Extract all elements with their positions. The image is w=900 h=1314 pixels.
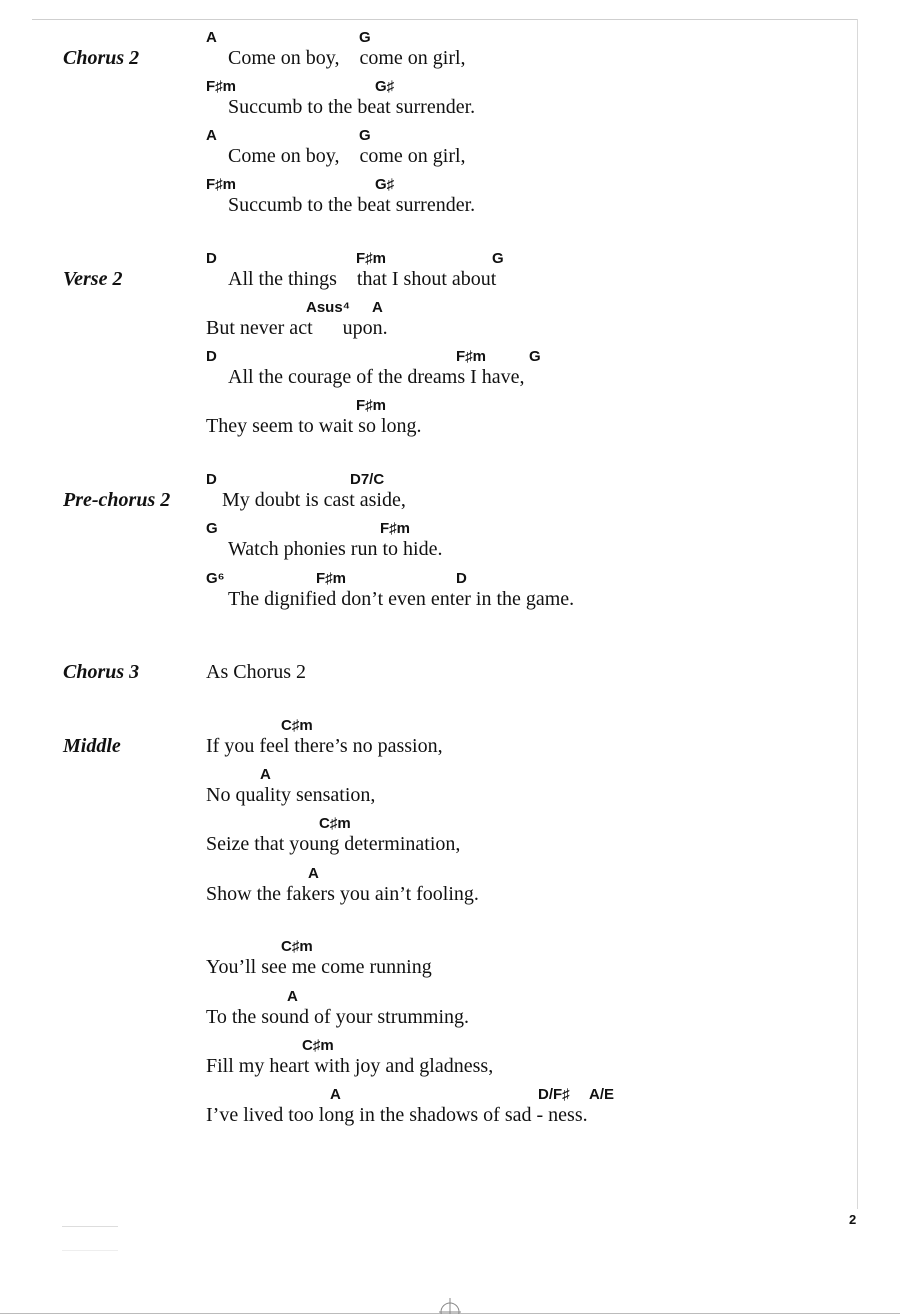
lyric-line: To the sound of your strumming. <box>206 1006 470 1028</box>
section-label-pre-chorus-2: Pre-chorus 2 <box>63 489 171 511</box>
chord: A <box>372 299 383 316</box>
lyric-line: Fill my heart with joy and gladness, <box>206 1055 494 1077</box>
chord: G <box>359 29 371 46</box>
page-border-right <box>857 19 858 1209</box>
lyric-line: If you feel there’s no passion, <box>206 735 443 757</box>
chord: G♯ <box>375 176 395 193</box>
section-label-chorus-2: Chorus 2 <box>63 47 140 69</box>
lyric-line: Come on boy, come on girl, <box>228 47 466 69</box>
chord: D <box>456 570 467 587</box>
lyric-line: Succumb to the beat surrender. <box>228 96 476 118</box>
footer-rule <box>62 1250 118 1251</box>
chord: F♯m <box>456 348 486 365</box>
lyric-line: You’ll see me come running <box>206 956 432 978</box>
chord: A/E <box>589 1086 615 1103</box>
chord: D <box>206 471 217 488</box>
chord: D7/C <box>350 471 385 488</box>
lyric-line: My doubt is cast aside, <box>222 489 406 511</box>
section-label-middle: Middle <box>63 735 121 757</box>
chord: A <box>287 988 298 1005</box>
section-label-chorus-3: Chorus 3 <box>63 661 140 683</box>
chord: F♯m <box>380 520 410 537</box>
section-label-verse-2: Verse 2 <box>63 268 123 290</box>
lyric-line: Succumb to the beat surrender. <box>228 194 476 216</box>
lyric-line: All the courage of the dreams I have, <box>228 366 525 388</box>
chord: G <box>206 520 218 537</box>
chord: F♯m <box>206 78 236 95</box>
lyric-line: I’ve lived too long in the shadows of sad - ness. <box>206 1104 588 1126</box>
chord: G <box>492 250 504 267</box>
chord: D/F♯ <box>538 1086 570 1103</box>
chord: D <box>206 348 217 365</box>
lyric-line: But never act upon. <box>206 317 388 339</box>
lyric-line: They seem to wait so long. <box>206 415 422 437</box>
chord: D <box>206 250 217 267</box>
lyric-line: The dignified don’t even enter in the game. <box>228 588 575 610</box>
lyric-line: Seize that young determination, <box>206 833 461 855</box>
chord: G♯ <box>375 78 395 95</box>
chord: F♯m <box>356 250 386 267</box>
page-number: 2 <box>849 1212 857 1227</box>
crop-mark-icon <box>437 1292 463 1314</box>
chord: A <box>330 1086 341 1103</box>
chord: F♯m <box>316 570 346 587</box>
footer-rule <box>62 1226 118 1227</box>
chord: Asus⁴ <box>306 299 351 316</box>
lyric-line: No quality sensation, <box>206 784 376 806</box>
section-note: As Chorus 2 <box>206 661 307 683</box>
chord: A <box>206 127 217 144</box>
lyric-line: Come on boy, come on girl, <box>228 145 466 167</box>
lyric-line: Watch phonies run to hide. <box>228 538 443 560</box>
chord: G⁶ <box>206 570 225 587</box>
chord: A <box>206 29 217 46</box>
chord: F♯m <box>356 397 386 414</box>
chord: G <box>359 127 371 144</box>
chord: C♯m <box>302 1037 334 1054</box>
chord: C♯m <box>281 717 313 734</box>
chord: F♯m <box>206 176 236 193</box>
chord: C♯m <box>281 938 313 955</box>
chord: C♯m <box>319 815 351 832</box>
lyric-line: Show the fakers you ain’t fooling. <box>206 883 479 905</box>
page-border-top <box>32 19 858 20</box>
chord: G <box>529 348 541 365</box>
lyric-line: All the things that I shout about <box>228 268 497 290</box>
chord: A <box>260 766 271 783</box>
chord: A <box>308 865 319 882</box>
